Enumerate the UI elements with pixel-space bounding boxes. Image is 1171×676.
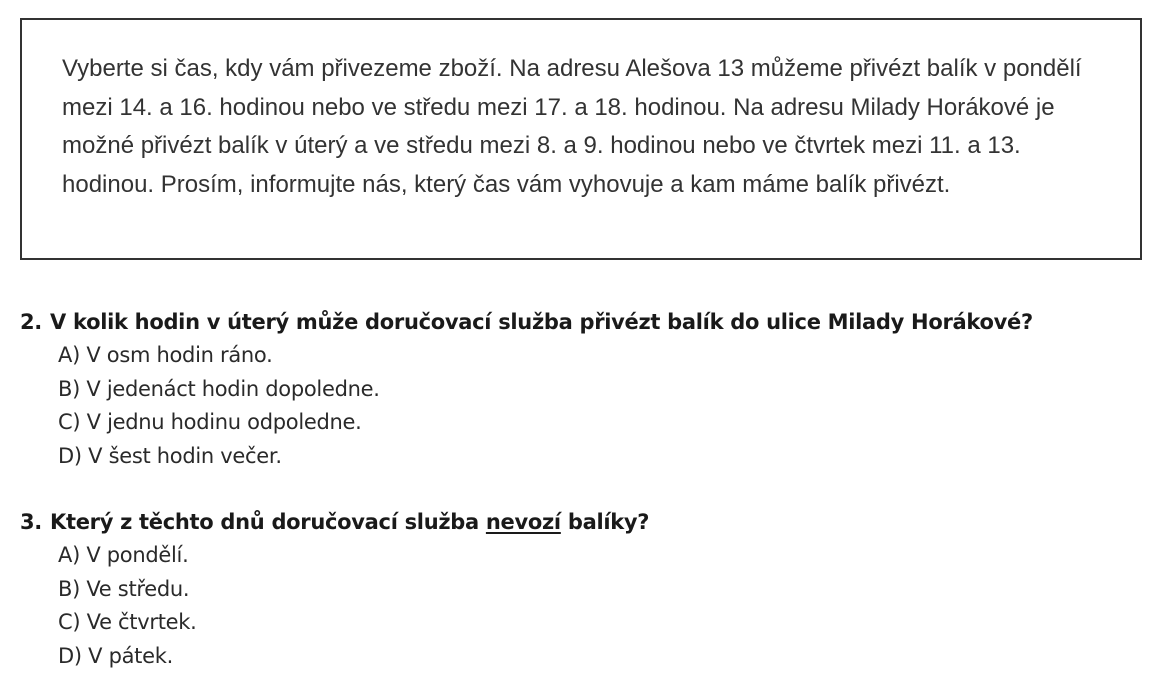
question-title [20, 505, 649, 539]
option-c: C) Ve čtvrtek. [58, 610, 197, 634]
question-number: 2. [20, 310, 42, 334]
option-a: A) V osm hodin ráno. [58, 343, 273, 367]
question-title [20, 305, 1033, 339]
passage-text: Vyberte si čas, kdy vám přivezeme zboží. Na adresu Alešova 13 můžeme přivézt balík v pondělí mezi 14. a 16. hodinou nebo ve středu mezi 17. a 18. hodinou. Na adresu Milady Horákové je možné přivézt balík v úterý a ve středu mezi 8. a 9. hodinou nebo ve čtvrtek mezi 11. a 13. hodinou. Prosím, informujte nás, který čas vám vyhovuje a kam máme balík přivézt. [62, 55, 1082, 198]
options-list [20, 339, 1033, 473]
question-number: 3. [20, 510, 42, 534]
question-text-after: balíky? [560, 510, 650, 534]
option-b: B) V jedenáct hodin dopoledne. [58, 376, 380, 401]
option-d: D) V šest hodin večer. [58, 443, 282, 468]
option-a: A) V pondělí. [58, 543, 189, 567]
option-c: C) V jednu hodinu odpoledne. [58, 410, 362, 434]
question-text-underlined: nevozí [485, 510, 561, 534]
option-d: D) V pátek. [58, 643, 173, 668]
option-b: B) Ve středu. [58, 576, 190, 601]
passage-box [20, 18, 1142, 260]
question-2 [20, 305, 1033, 473]
question-text: V kolik hodin v úterý může doručovací služba přivézt balík do ulice Milady Horákové? [50, 310, 1033, 334]
question-text-before: Který z těchto dnů doručovací služba [50, 510, 486, 534]
options-list [20, 539, 649, 673]
question-3 [20, 505, 649, 673]
